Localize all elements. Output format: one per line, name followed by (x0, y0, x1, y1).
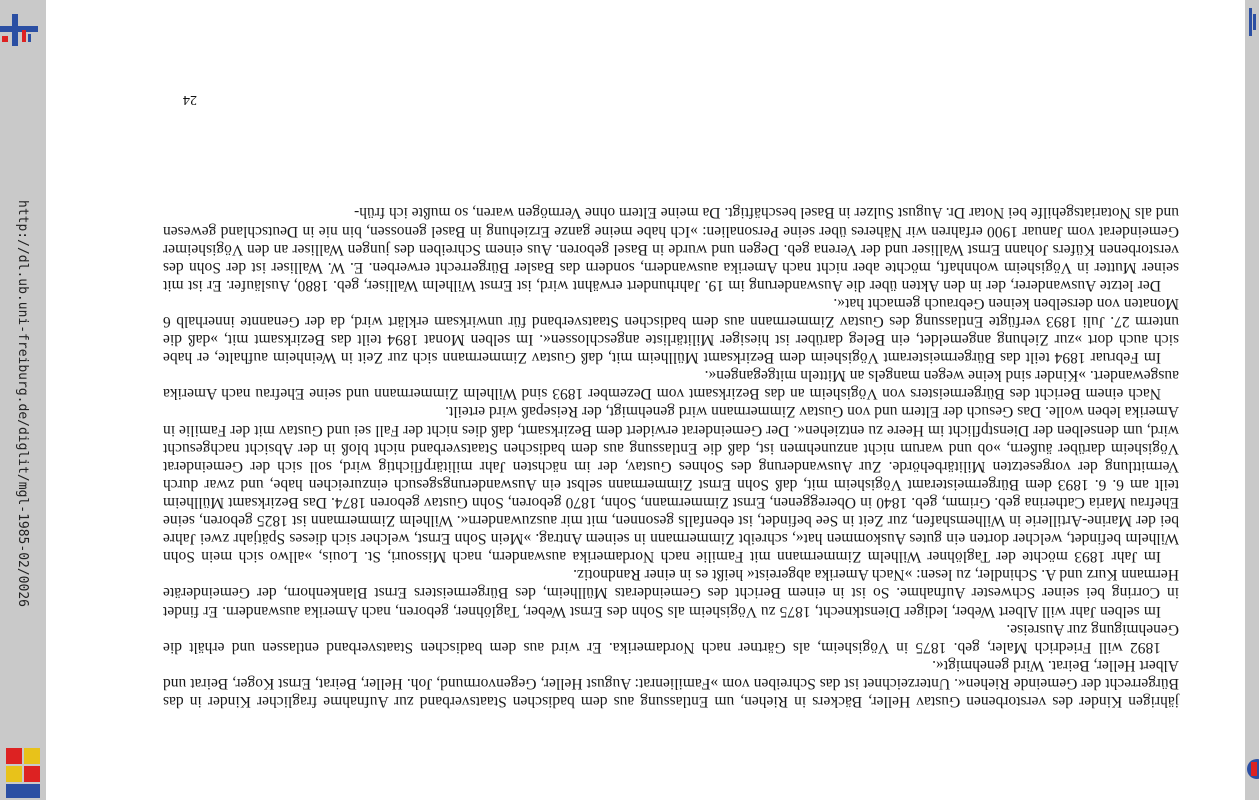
paragraph: Im selben Jahr will Albert Weber, lediger Dienstknecht, 1875 zu Vögisheim als Sohn des Ernst Weber, Taglöhner, geboren, nach Amerika auswandern. Er findet in Corring bei seiner Schwester Aufnahme. So ist in einem Bericht des Gemeinderats Müllheim, des Bürgermeisters Ernst Blankenhorn, der Gemeinderäte Hermann Kurz und A. Schindler, zu lesen: »Nach Amerika abgereist« heißt es in einer Randnotiz. (163, 566, 1179, 620)
scanned-page (46, 0, 1245, 800)
paragraph: 1892 will Friedrich Maler, geb. 1875 in Vögisheim, als Gärtner nach Nordamerika. Er wird aus dem badischen Staatsverband entlassen und erhält die Genehmigung zur Ausreise. (163, 620, 1179, 656)
paragraph: Im Jahr 1893 möchte der Taglöhner Wilhelm Zimmermann mit Familie nach Nordamerika auswandern, nach Missouri, St. Louis, »allwo sich mein Sohn Wilhelm befindet, welcher dorten ein gutes Auskommen hat«, schreibt Zimmermann in seinem Antrag. »Mein Sohn Ernst, welcher sich dieses Spätjahr zwei Jahre bei der Marine-Artillerie in Wilhemshafen, zur Zeit in See befindet, ist ebenfalls gesonnen, mit mir auszuwandern«. Wilhelm Zimmermann ist 1825 geboren, seine Ehefrau Maria Catherina geb. Grimm, geb. 1840 in Obereggenen, Ernst Zimmermann, Sohn, 1870 geboren, Sohn Gustav geboren 1874. Das Bezirksamt Müllheim teilt am 6. 6. 1893 dem Bürgermeisteramt Vögisheim mit, daß Sohn Ernst Zimmermann selbst ein Auswanderungsgesuch einzureichen habe, und zwar durch Vermittlung der vorgesetzten Militärbehörde. Zur Auswanderung des Sohnes Gustav, der im nächsten Jahr militärpflichtig wird, soll sich der Gemeinderat Vögisheim darüber äußern, »ob und warum nicht anzunehmen ist, daß die Entlassung aus dem badischen Staatsverband nicht bloß in der Absicht nachgesucht wird, um denselben der Dienstpflicht im Heere zu entziehen«. Der Gemeinderat erwidert dem Bezirksamt, daß dies nicht der Fall sei und Gustav mit der Familie in Amerika leben wolle. Das Gesuch der Eltern und von Gustav Zimmermann wird genehmigt, der Reisepaß wird erteilt. (163, 403, 1179, 566)
bookmark-icon[interactable] (1247, 8, 1257, 36)
page-text-block (163, 203, 1179, 710)
page-number: 24 (183, 92, 197, 107)
globe-icon[interactable] (1247, 754, 1259, 784)
paragraph: Nach einem Bericht des Bürgermeisters von Vögisheim an das Bezirksamt vom Dezember 1893 sind Wilhelm Zimmermann und seine Ehefrau nach Amerika ausgewandert. »Kinder sind keine wegen mangels an Mitteln mitgegangen«. (163, 367, 1179, 403)
paragraph: jährigen Kinder des verstorbenen Gustav Heller, Bäckers in Riehen, um Entlassung aus dem badischen Staatsverband zur Aufnahme fraglicher Kinder in das Bürgerrecht der Gemeinde Riehen«. Unterzeichnet ist das Schreiben vom »Familienrat: August Heller, Gegenvormund, Joh. Heller, Beirat, Ernst Koger, Beirat und Albert Heller, Beirat. Wird genehmigt«. (163, 656, 1179, 710)
viewer-right-margin (1245, 0, 1259, 800)
paragraph: Im Februar 1894 teilt das Bürgermeisteramt Vögisheim dem Bezirksamt Müllheim mit, daß Gustav Zimmermann sich zur Zeit in Weinheim aufhalte, er habe sich auch dort »zur Ziehung angemeldet, ein Beleg darüber ist hiesiger Militärliste angeschlossen«. Im selben Monat 1894 teilt das Bezirksamt mit, »daß die unterm 27. Juli 1893 verfügte Entlassung des Gustav Zimmermann aus dem badischen Staatsverband für unwirksam erklärt wird, da der Genannte innerhalb 6 Monaten von derselben keinen Gebrauch gemacht hat«. (163, 294, 1179, 367)
coat-of-arms-icon (4, 746, 42, 800)
paragraph: Der letzte Auswanderer, der in den Akten über die Auswanderung im 19. Jahrhundert erwähnt wird, ist Ernst Wilhelm Walliser, geb. 1880, Ausläufer. Er ist mit seiner Mutter in Vögisheim wohnhaft, möchte aber nicht nach Amerika auswandern, sondern das Basler Bürgerrecht erwerben. E. W. Walliser ist der Sohn des verstorbenen Küfers Johann Ernst Walliser und der Verena geb. Degen und wurde in Basel geboren. Aus einem Schreiben des jungen Walliser an den Vögisheimer Gemeinderat vom Januar 1900 erfahren wir Näheres über seine Personalien: »Ich habe meine ganze Erziehung in Basel genossen, bin nie in Deutschland gewesen und als Notariatsgehilfe bei Notar Dr. August Sulzer in Basel beschäftigt. Da meine Eltern ohne Vermögen waren, so mußte ich früh- (163, 204, 1179, 294)
university-logo-icon (0, 12, 38, 48)
source-url[interactable]: http://dl.ub.uni-freiburg.de/diglit/mgl-1985-02/0026 (15, 200, 30, 607)
